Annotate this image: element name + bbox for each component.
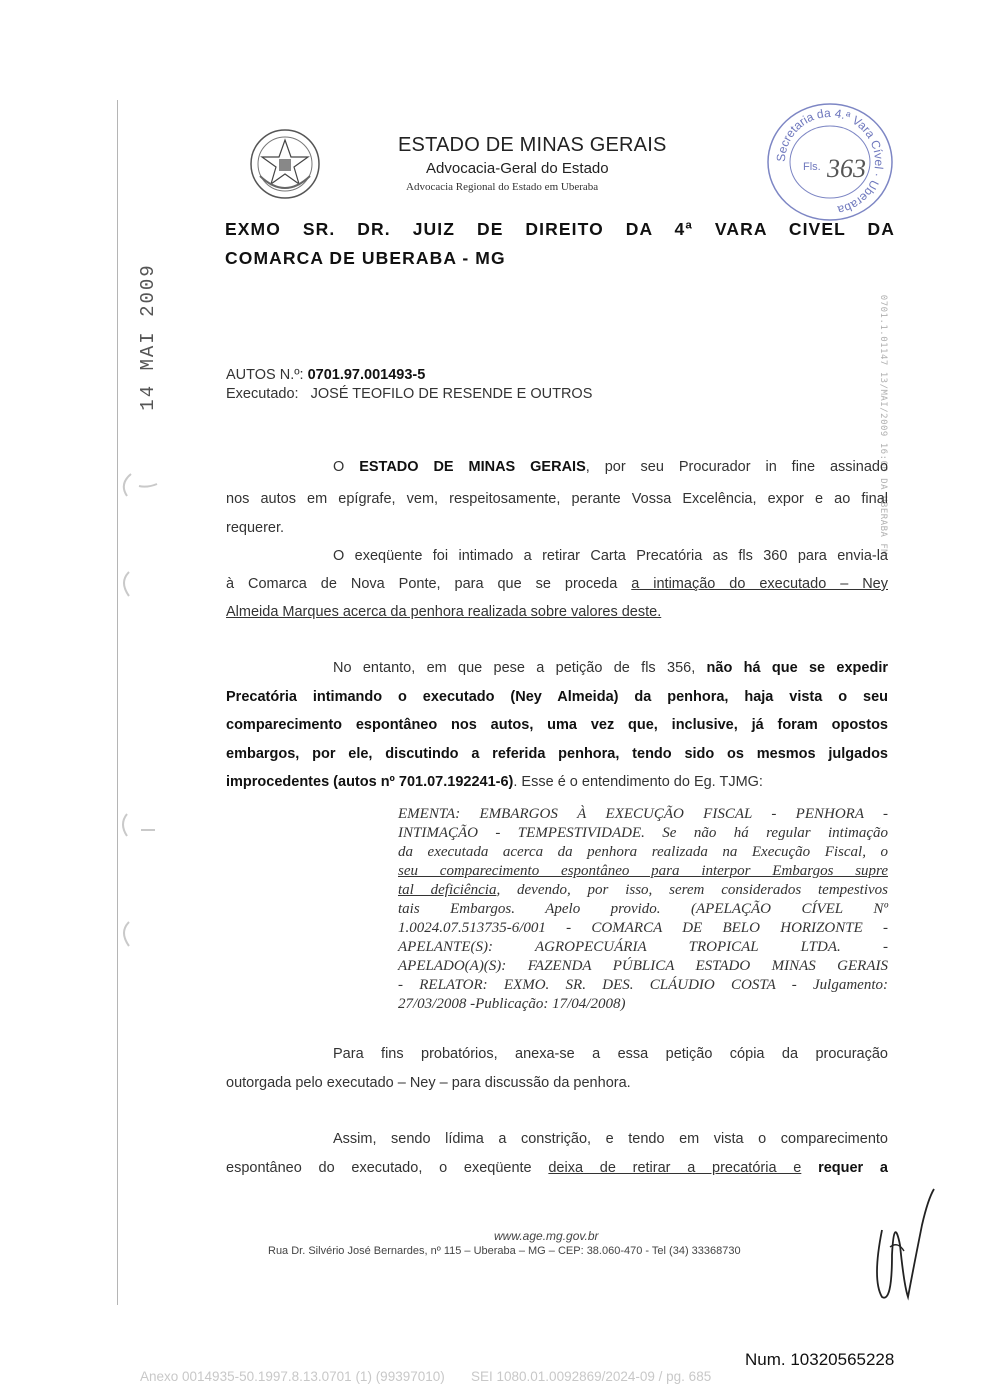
header-regional-office: Advocacia Regional do Estado em Uberaba [406,181,599,193]
stamp-ring-text: Secretaria da 4.ª Vara Cível · Uberaba [773,105,887,218]
executado-line [226,386,592,402]
ementa-line-1: EMENTA: EMBARGOS À EXECUÇÃO FISCAL - PENHORA - [398,806,888,822]
paragraph-2-line-3: Almeida Marques acerca da penhora realizada sobre valores deste. [226,604,662,620]
footer-address: Rua Dr. Silvério José Bernardes, nº 115 – Uberaba – MG – CEP: 38.060-470 - Tel (34) 33368730 [268,1245,741,1257]
margin-pencil-mark [113,470,163,500]
paragraph-4-line-1: Para fins probatórios, anexa-se a essa petição cópia da procuração [333,1046,888,1062]
paragraph-5-line-1: Assim, sendo lídima a constrição, e tendo em vista o comparecimento [333,1131,888,1147]
paragraph-1-line-2: nos autos em epígrafe, vem, respeitosamente, perante Vossa Excelência, expor e ao final [226,491,888,507]
paragraph-1-line-1: O ESTADO DE MINAS GERAIS, por seu Procurador in fine assinado [333,459,889,475]
executado-label: Executado: [226,386,299,402]
paragraph-2-line-2: à Comarca de Nova Ponte, para que se proceda a intimação do executado – Ney [226,576,888,592]
ementa-line-7: 1.0024.07.513735-6/001 - COMARCA DE BELO HORIZONTE - [398,920,888,936]
paragraph-2-line-1: O exeqüente foi intimado a retirar Carta Precatória as fls 360 para envia-la [333,548,888,564]
received-date-text: 14 MAI 2009 [137,263,159,411]
executado-name: JOSÉ TEOFILO DE RESENDE E OUTROS [310,386,593,402]
state-name-bold: ESTADO DE MINAS GERAIS [359,459,586,475]
left-margin-line [117,100,118,1305]
autos-number: 0701.97.001493-5 [307,367,426,383]
paragraph-3-line-3: comparecimento espontâneo nos autos, uma vez que, inclusive, já foram opostos [226,717,888,733]
ementa-line-6: tais Embargos. Apelo provido. (APELAÇÃO CÍVEL Nº [398,901,888,917]
margin-pencil-mark [113,810,163,840]
ementa-line-5: tal deficiência, devendo, por isso, serem considerados tempestivos [398,882,888,898]
margin-pencil-mark [113,568,163,598]
paragraph-4-line-2: outorgada pelo executado – Ney – para discussão da penhora. [226,1075,631,1091]
paragraph-3-line-5: improcedentes (autos nº 701.07.192241-6). Esse é o entendimento do Eg. TJMG: [226,774,763,790]
ementa-line-2: INTIMAÇÃO - TEMPESTIVIDADE. Se não há regular intimação [398,825,888,841]
paragraph-5-line-2: espontâneo do executado, o exeqüente deixa de retirar a precatória e requer a [226,1160,888,1176]
ementa-line-3: da executada acerca da penhora realizada na Execução Fiscal, o [398,844,888,860]
ementa-line-9: APELADO(A)(S): FAZENDA PÚBLICA ESTADO MINAS GERAIS [398,958,888,974]
annex-reference: Anexo 0014935-50.1997.8.13.0701 (1) (99397010) SEI 1080.01.0092869/2024-09 / pg. 685 [140,1369,712,1384]
stamp-fls-label: Fls. [803,161,821,173]
ementa-line-10: - RELATOR: EXMO. SR. DES. CLÁUDIO COSTA - Julgamento: [398,977,888,993]
court-folio-stamp [755,97,905,227]
header-state-name: ESTADO DE MINAS GERAIS [398,134,667,156]
margin-pencil-mark [113,918,163,948]
ementa-line-8: APELANTE(S): AGROPECUÁRIA TROPICAL LTDA. - [398,939,888,955]
autos-label: AUTOS N.º: [226,367,304,383]
coat-of-arms-icon [246,124,324,204]
address-line-1: EXMO SR. DR. JUIZ DE DIREITO DA 4ª VARA CIVEL DA [225,219,895,239]
ementa-line-4: seu comparecimento espontâneo para interpor Embargos supre [398,863,888,879]
received-date-stamp [128,262,168,412]
footer-website: www.age.mg.gov.br [494,1229,599,1243]
paragraph-3-line-2: Precatória intimando o executado (Ney Almeida) da penhora, haja vista o seu [226,689,888,705]
paragraph-3-line-4: embargos, por ele, discutindo a referida penhora, tendo sido os mesmos julgados [226,746,888,762]
address-line-2: COMARCA DE UBERABA - MG [225,248,506,268]
ementa-line-11: 27/03/2008 -Publicação: 17/04/2008) [398,996,626,1012]
handwritten-signature [862,1185,942,1310]
stamp-fls-number: 363 [827,154,866,183]
protocol-stamp-text: 0701.1.01147 13/MAI/2009 16:00 DA UBERABA FM [878,294,888,556]
paragraph-3-line-1: No entanto, em que pese a petição de fls 356, não há que se expedir [333,660,888,676]
document-number: Num. 10320565228 [745,1350,895,1369]
case-number-line [226,367,425,383]
header-agency: Advocacia-Geral do Estado [426,160,609,177]
paragraph-1-line-3: requerer. [226,520,285,536]
